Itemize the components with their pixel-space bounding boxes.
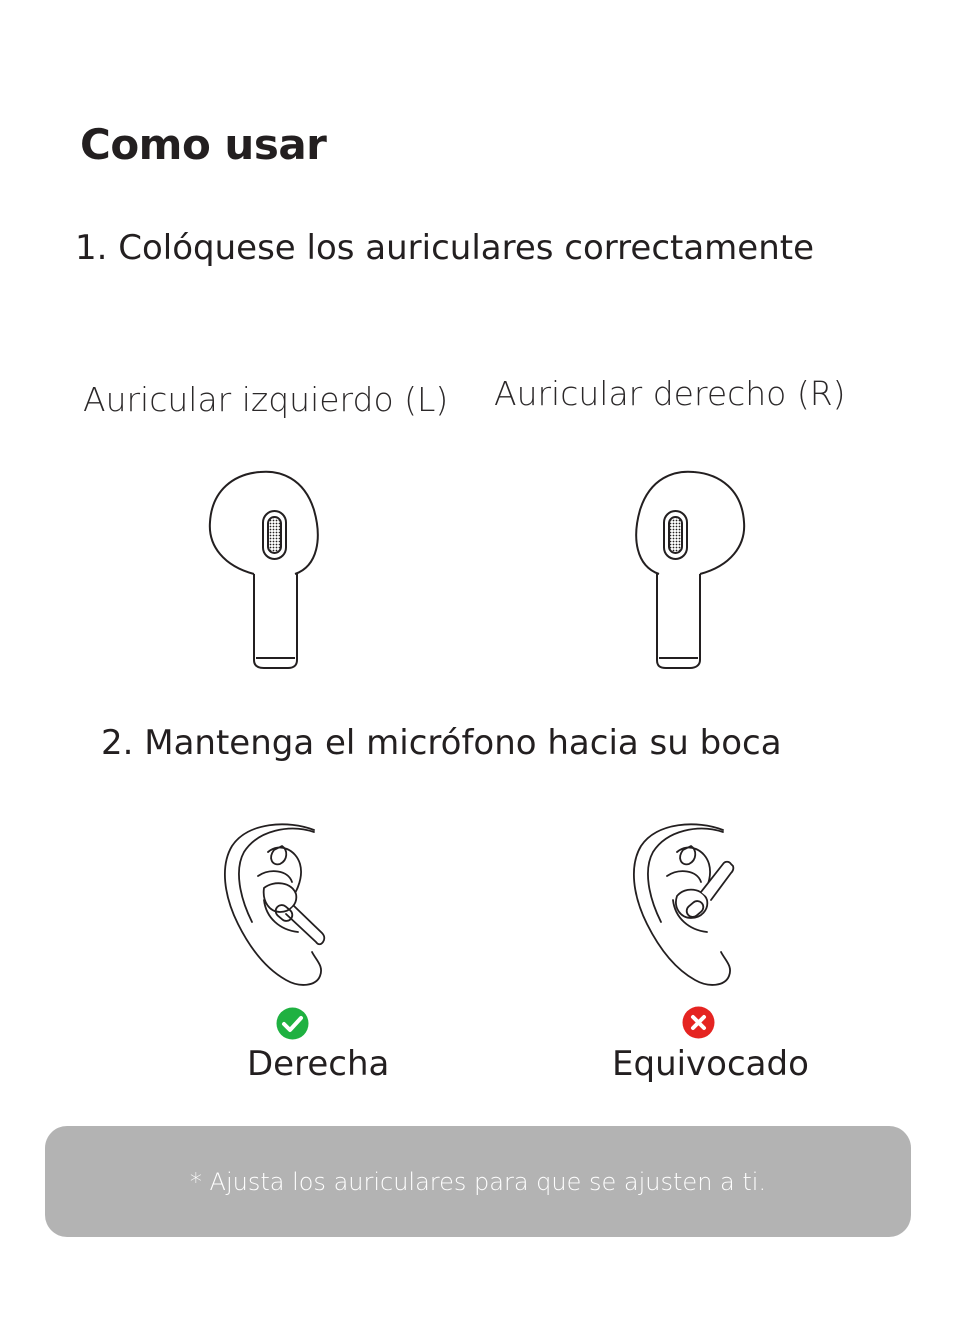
right-earbud-label: Auricular derecho (R) (494, 374, 846, 413)
left-earbud-label: Auricular izquierdo (L) (83, 380, 449, 419)
correct-label: Derecha (247, 1044, 390, 1084)
cross-icon (682, 1006, 715, 1039)
step-2-heading: 2. Mantenga el micrófono hacia su boca (101, 723, 782, 763)
note-text: * Ajusta los auriculares para que se ajusten a ti. (189, 1167, 767, 1196)
left-earbud-illustration (200, 462, 330, 674)
ear-wrong-illustration (627, 820, 747, 992)
right-earbud-illustration (624, 462, 754, 674)
ear-correct-illustration (218, 820, 338, 992)
note-banner (45, 1126, 911, 1237)
check-icon (276, 1007, 309, 1040)
page-title: Como usar (80, 120, 327, 169)
wrong-label: Equivocado (612, 1044, 809, 1084)
step-1-heading: 1. Colóquese los auriculares correctamente (75, 228, 815, 268)
